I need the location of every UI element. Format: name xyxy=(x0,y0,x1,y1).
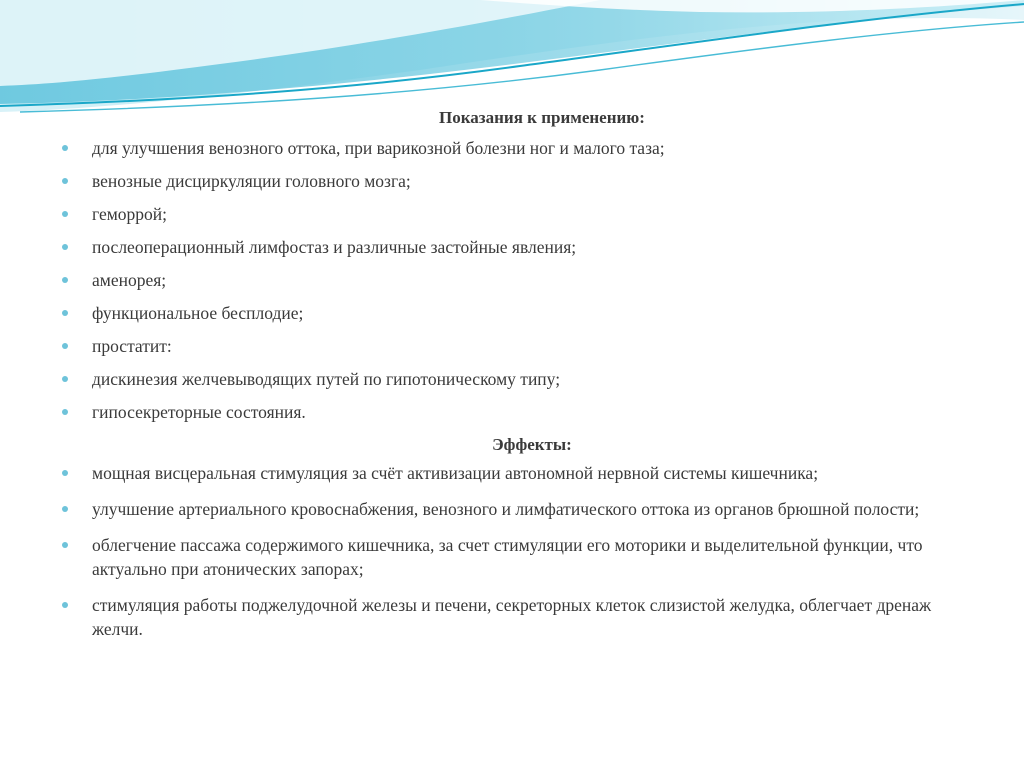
list-item: мощная висцеральная стимуляция за счёт активизации автономной нервной системы кишечника; xyxy=(62,461,962,485)
list-item: аменорея; xyxy=(62,268,962,292)
list-item: улучшение артериального кровоснабжения, венозного и лимфатического оттока из органов брюшной полости; xyxy=(62,497,962,521)
bullet-dot-icon xyxy=(62,470,68,476)
slide-content xyxy=(62,106,962,653)
list-item: геморрой; xyxy=(62,202,962,226)
section-title-effects: Эффекты: xyxy=(492,435,572,454)
effects-list xyxy=(62,461,962,641)
bullet-dot-icon xyxy=(62,602,68,608)
bullet-dot-icon xyxy=(62,343,68,349)
list-item: стимуляция работы поджелудочной железы и печени, секреторных клеток слизистой желудка, облегчает дренаж желчи. xyxy=(62,593,962,641)
bullet-dot-icon xyxy=(62,409,68,415)
bullet-dot-icon xyxy=(62,506,68,512)
list-item: облегчение пассажа содержимого кишечника, за счет стимуляции его моторики и выделительной функции, что актуально при атонических запорах; xyxy=(62,533,962,581)
indications-list xyxy=(62,136,962,424)
list-item: функциональное бесплодие; xyxy=(62,301,962,325)
list-item: венозные дисциркуляции головного мозга; xyxy=(62,169,962,193)
bullet-dot-icon xyxy=(62,277,68,283)
list-item: дискинезия желчевыводящих путей по гипотоническому типу; xyxy=(62,367,962,391)
list-item: для улучшения венозного оттока, при варикозной болезни ног и малого таза; xyxy=(62,136,962,160)
bullet-dot-icon xyxy=(62,542,68,548)
bullet-dot-icon xyxy=(62,178,68,184)
bullet-dot-icon xyxy=(62,145,68,151)
bullet-dot-icon xyxy=(62,244,68,250)
list-item: гипосекреторные состояния. xyxy=(62,400,962,424)
section-title-indications: Показания к применению: xyxy=(439,108,645,127)
bullet-dot-icon xyxy=(62,310,68,316)
list-item: простатит: xyxy=(62,334,962,358)
bullet-dot-icon xyxy=(62,211,68,217)
bullet-dot-icon xyxy=(62,376,68,382)
list-item: послеоперационный лимфостаз и различные застойные явления; xyxy=(62,235,962,259)
